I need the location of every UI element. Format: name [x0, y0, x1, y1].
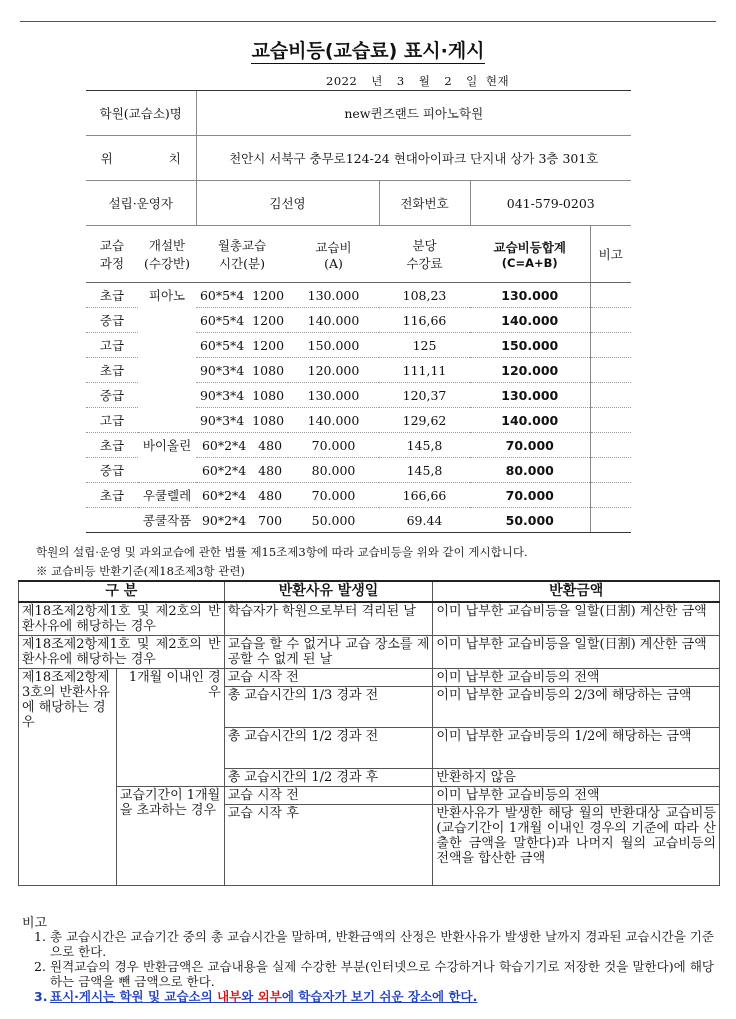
refund-amount: 이미 납부한 교습비등의 전액 [433, 787, 720, 805]
refund-header-when: 반환사유 발생일 [224, 581, 433, 602]
location-label: 위 치 [86, 136, 196, 181]
course-cell: 중급 [86, 458, 138, 483]
remark-item: 2. 원격교습의 경우 반환금액은 교습내용을 실제 수강한 부분(인터넷으로 수강하거나 학습기기로 저장한 것을 말한다)에 해당하는 금액을 뺀 금액으로 한다. [34, 959, 714, 989]
location-value: 천안시 서북구 충무로124-24 현대아이파크 단지내 상가 3층 301호 [196, 136, 631, 181]
refund-header-amount: 반환금액 [433, 581, 720, 602]
fee-row [86, 433, 631, 458]
fee-row [86, 458, 631, 483]
per-min-cell: 69.44 [379, 508, 470, 533]
hours-cell: 90*3*4 1080 [196, 383, 288, 408]
hours-cell: 60*2*4 480 [196, 433, 288, 458]
total-cell: 130.000 [470, 383, 590, 408]
refund-amount: 이미 납부한 교습비등의 1/2에 해당하는 금액 [433, 728, 720, 769]
fee-row [86, 508, 631, 533]
note-cell [590, 483, 631, 508]
refund-when: 학습자가 학원으로부터 격리된 날 [224, 602, 433, 636]
date-line: 2022 년 3 월 2 일 현재 [326, 74, 510, 88]
note-cell [590, 508, 631, 533]
course-cell: 고급 [86, 333, 138, 358]
refund-header-div: 구 분 [19, 581, 225, 602]
refund-amount: 반환하지 않음 [433, 769, 720, 787]
fee-row [86, 408, 631, 433]
class-cell: 콩쿨작품 [138, 508, 196, 533]
page-title: 교습비등(교습료) 표시·게시 [251, 40, 485, 62]
course-cell: 중급 [86, 308, 138, 333]
header-hours: 월총교습 시간(분) [196, 226, 288, 283]
remark-item: 1. 총 교습시간은 교습기간 중의 총 교습시간을 말하며, 반환금액의 산정은 반환사유가 발생한 날까지 경과된 교습시간을 기준으로 한다. [34, 929, 714, 959]
class-cell [138, 408, 196, 433]
class-cell [138, 358, 196, 383]
location-row [86, 136, 631, 181]
note-cell [590, 308, 631, 333]
refund-div: 제18조제2항제3호의 반환사유에 해당하는 경우 [19, 669, 117, 886]
top-rule [20, 21, 716, 22]
class-cell [138, 308, 196, 333]
fee-row [86, 383, 631, 408]
hours-cell: 60*5*4 1200 [196, 333, 288, 358]
header-fee: 교습비 (A) [288, 226, 379, 283]
refund-row [19, 602, 720, 636]
refund-table [18, 580, 720, 886]
phone-label: 전화번호 [379, 181, 470, 226]
fee-cell: 70.000 [288, 433, 379, 458]
class-cell: 우쿨렐레 [138, 483, 196, 508]
class-cell: 바이올린 [138, 433, 196, 458]
refund-amount: 반환사유가 발생한 해당 월의 반환대상 교습비등(교습기간이 1개월 이내인 경우의 기준에 따라 산출한 금액을 말한다)과 나머지 월의 교습비등의 전액을 합산한 금액 [433, 805, 720, 886]
fee-cell: 70.000 [288, 483, 379, 508]
fee-cell: 140.000 [288, 408, 379, 433]
founder-value: 김선영 [196, 181, 379, 226]
note-cell [590, 408, 631, 433]
header-per-min: 분당 수강료 [379, 226, 470, 283]
note-cell [590, 283, 631, 308]
hours-cell: 60*2*4 480 [196, 483, 288, 508]
fee-cell: 140.000 [288, 308, 379, 333]
refund-when: 교습 시작 전 [224, 787, 433, 805]
course-cell: 초급 [86, 358, 138, 383]
academy-row [86, 91, 631, 136]
remarks-list [34, 929, 714, 1004]
per-min-cell: 145,8 [379, 458, 470, 483]
refund-div: 제18조제2항제1호 및 제2호의 반환사유에 해당하는 경우 [19, 602, 225, 636]
per-min-cell: 116,66 [379, 308, 470, 333]
phone-value: 041-579-0203 [470, 181, 631, 226]
fee-row [86, 333, 631, 358]
per-min-cell: 108,23 [379, 283, 470, 308]
refund-row [19, 669, 720, 687]
header-class: 개설반 (수강반) [138, 226, 196, 283]
fee-cell: 50.000 [288, 508, 379, 533]
total-cell: 140.000 [470, 408, 590, 433]
course-cell [86, 508, 138, 533]
refund-standard-title: ※ 교습비등 반환기준(제18조제3항 관련) [36, 564, 245, 578]
refund-row [19, 787, 720, 805]
per-min-cell: 166,66 [379, 483, 470, 508]
class-cell: 피아노 [138, 283, 196, 308]
course-cell: 초급 [86, 483, 138, 508]
total-cell: 80.000 [470, 458, 590, 483]
course-cell: 고급 [86, 408, 138, 433]
total-cell: 130.000 [470, 283, 590, 308]
class-cell [138, 333, 196, 358]
total-cell: 120.000 [470, 358, 590, 383]
refund-amount: 이미 납부한 교습비등의 전액 [433, 669, 720, 687]
per-min-cell: 129,62 [379, 408, 470, 433]
note-cell [590, 458, 631, 483]
header-note: 비고 [590, 226, 631, 283]
hours-cell: 90*3*4 1080 [196, 358, 288, 383]
remarks-label: 비고 [22, 916, 48, 931]
total-cell: 70.000 [470, 483, 590, 508]
class-cell [138, 458, 196, 483]
remark-item-highlight: 3. 표시·게시는 학원 및 교습소의 내부와 외부에 학습자가 보기 쉬운 장소에 한다. [34, 989, 478, 1004]
refund-row [19, 636, 720, 669]
refund-when: 총 교습시간의 1/2 경과 후 [224, 769, 433, 787]
per-min-cell: 125 [379, 333, 470, 358]
fee-row [86, 283, 631, 308]
hours-cell: 60*2*4 480 [196, 458, 288, 483]
refund-when: 교습 시작 후 [224, 805, 433, 886]
founder-label: 설립·운영자 [86, 181, 196, 226]
per-min-cell: 111,11 [379, 358, 470, 383]
hours-cell: 60*5*4 1200 [196, 308, 288, 333]
refund-within-month: 1개월 이내인 경우 [116, 669, 224, 787]
refund-over-month: 교습기간이 1개월을 초과하는 경우 [116, 787, 224, 886]
refund-when: 교습을 할 수 없거나 교습 장소를 제공할 수 없게 된 날 [224, 636, 433, 669]
total-cell: 150.000 [470, 333, 590, 358]
fee-cell: 80.000 [288, 458, 379, 483]
note-cell [590, 433, 631, 458]
class-cell [138, 383, 196, 408]
fee-cell: 130.000 [288, 283, 379, 308]
refund-amount: 이미 납부한 교습비등을 일할(日割) 계산한 금액 [433, 636, 720, 669]
refund-div: 제18조제2항제1호 및 제2호의 반환사유에 해당하는 경우 [19, 636, 225, 669]
note-cell [590, 333, 631, 358]
note-cell [590, 358, 631, 383]
fee-row [86, 358, 631, 383]
course-cell: 중급 [86, 383, 138, 408]
fee-cell: 150.000 [288, 333, 379, 358]
course-cell: 초급 [86, 283, 138, 308]
fee-table [86, 90, 631, 533]
header-course: 교습 과정 [86, 226, 138, 283]
fee-row [86, 483, 631, 508]
fee-cell: 120.000 [288, 358, 379, 383]
total-cell: 50.000 [470, 508, 590, 533]
header-total: 교습비등합계 (C=A+B) [470, 226, 590, 283]
refund-amount: 이미 납부한 교습비등을 일할(日割) 계산한 금액 [433, 602, 720, 636]
fee-cell: 130.000 [288, 383, 379, 408]
refund-amount: 이미 납부한 교습비등의 2/3에 해당하는 금액 [433, 687, 720, 728]
founder-row [86, 181, 631, 226]
fee-header-row [86, 226, 631, 283]
hours-cell: 90*3*4 1080 [196, 408, 288, 433]
per-min-cell: 145,8 [379, 433, 470, 458]
note-cell [590, 383, 631, 408]
academy-name: new퀸즈랜드 피아노학원 [196, 91, 631, 136]
total-cell: 140.000 [470, 308, 590, 333]
posting-notice: 학원의 설립·운영 및 과외교습에 관한 법률 제15조제3항에 따라 교습비등을 위와 같이 게시합니다. [36, 545, 528, 559]
refund-header-row [19, 581, 720, 602]
academy-label: 학원(교습소)명 [86, 91, 196, 136]
course-cell: 초급 [86, 433, 138, 458]
hours-cell: 60*5*4 1200 [196, 283, 288, 308]
refund-when: 총 교습시간의 1/2 경과 전 [224, 728, 433, 769]
fee-row [86, 308, 631, 333]
total-cell: 70.000 [470, 433, 590, 458]
refund-when: 교습 시작 전 [224, 669, 433, 687]
refund-when: 총 교습시간의 1/3 경과 전 [224, 687, 433, 728]
per-min-cell: 120,37 [379, 383, 470, 408]
hours-cell: 90*2*4 700 [196, 508, 288, 533]
